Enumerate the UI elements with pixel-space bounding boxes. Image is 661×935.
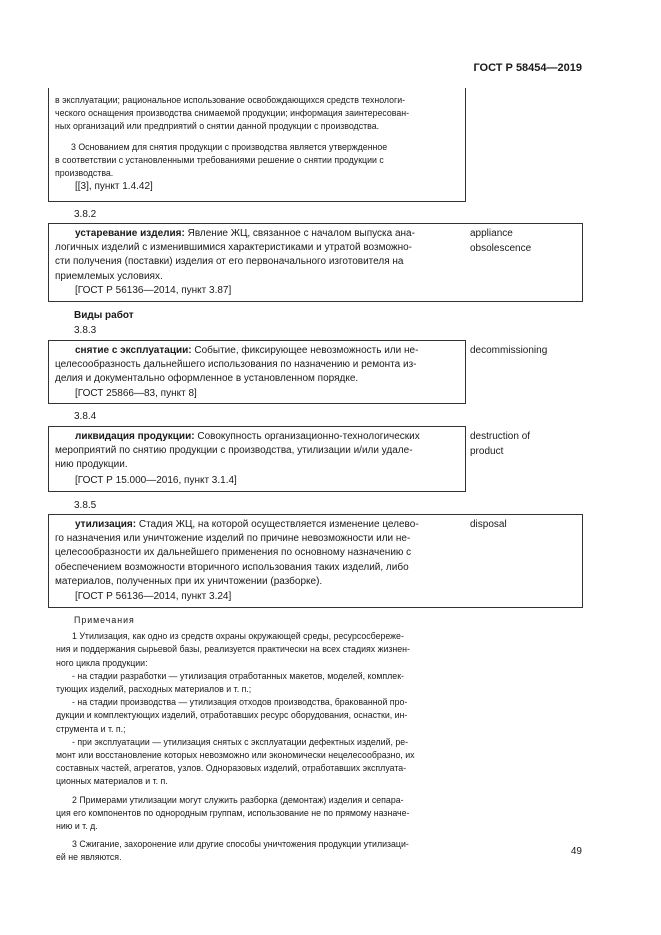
section-title: Виды работ [74, 310, 134, 321]
text-line: 1 Утилизация, как одно из средств охраны окружающей среды, ресурсосбереже- [72, 631, 404, 642]
term: устаревание изделия: [75, 228, 185, 239]
source-reference: [ГОСТ Р 56136—2014, пункт 3.24] [75, 591, 232, 602]
text-line: в эксплуатации; рациональное использование освобождающихся средств технологи- [55, 95, 406, 105]
page-number: 49 [570, 846, 582, 857]
entry-box-3-8-2 [48, 223, 583, 302]
term: утилизация: [75, 519, 137, 530]
entry-number: 3.8.3 [74, 325, 97, 336]
text-line: струмента и т. п.; [56, 723, 126, 734]
definition: Совокупность организационно-технологических [194, 431, 420, 442]
text-line: мероприятий по снятию продукции с производства, утилизации и/или удале- [55, 445, 413, 457]
entry-box-3-8-4 [48, 426, 466, 492]
entry-number: 3.8.4 [74, 411, 97, 422]
text-line: нию продукции. [55, 459, 128, 471]
text-line: 3 Сжигание, захоронение или другие способы уничтожения продукции утилизаци- [72, 839, 409, 850]
text-line: логичных изделий с изменившимися характеристиками и утратой возможно- [55, 242, 413, 254]
text-line: ния и поддержания сырьевой базы, реализуется практически на всех стадиях жизнен- [56, 644, 410, 655]
notes-block [56, 614, 460, 865]
text-line: производства. [55, 168, 114, 178]
text-line: дукции и комплектующих изделий, отработавших ресурс оборудования, оснастки, ин- [56, 710, 408, 721]
text-line: нию и т. д. [56, 821, 98, 832]
english-term: decommissioning [470, 345, 548, 356]
text-line: - на стадии разработки — утилизация отработанных макетов, моделей, комплек- [72, 670, 404, 681]
text-line: целесообразность дальнейшего использования по назначению и ремонта из- [55, 359, 417, 371]
text-line: сти получения (поставки) изделия от его первоначального изготовителя на [55, 256, 404, 268]
english-term: product [470, 445, 504, 457]
document-header: ГОСТ Р 58454—2019 [473, 62, 582, 74]
source-reference: [ГОСТ 25866—83, пункт 8] [75, 388, 197, 399]
entry-box-3-8-3 [48, 340, 466, 404]
term: снятие с эксплуатации: [75, 345, 192, 356]
text-line: составных частей, агрегатов, узлов. Одноразовых изделий, отработавших эксплуата- [56, 763, 407, 774]
english-term: destruction of [470, 431, 531, 442]
text-line: 2 Примерами утилизации могут служить разборка (демонтаж) изделия и сепара- [72, 794, 404, 805]
source-reference: [ГОСТ Р 56136—2014, пункт 3.87] [75, 285, 232, 296]
source-reference: [[3], пункт 1.4.42] [75, 181, 153, 192]
continued-entry-box [48, 88, 466, 202]
text-line: ного цикла продукции: [56, 657, 148, 668]
text-line: тующих изделий, расходных материалов и т. п.; [56, 684, 252, 695]
text-line: - при эксплуатации — утилизация снятых с эксплуатации дефектных изделий, ре- [72, 736, 409, 747]
text-line: ческого оснащения производства снимаемой продукции; информация заинтересован- [55, 108, 409, 118]
text-line: в соответствии с установленными требованиями решение о снятии продукции с [55, 155, 384, 165]
text-line: материалов, полученных при их уничтожении (разборке). [55, 575, 323, 587]
entry-number: 3.8.5 [74, 500, 97, 511]
text-line: целесообразности их дальнейшего применения по основному назначению с [55, 547, 412, 559]
text-line: монт или восстановление которых невозможно или экономически нецелесообразно, их [56, 750, 415, 761]
definition: Событие, фиксирующее невозможность или не- [191, 345, 419, 356]
english-term: disposal [470, 519, 507, 530]
text-line: ция его компонентов по однородным группам, использование не по прямому назначе- [56, 807, 410, 818]
text-line: ционных материалов и т. п. [56, 776, 168, 787]
text-line: делия и документально оформленное в установленном порядке. [55, 373, 359, 385]
english-term: obsolescence [470, 242, 532, 254]
text-line: обеспечением возможности вторичного использования таких изделий, либо [55, 561, 409, 573]
entry-number: 3.8.2 [74, 209, 97, 220]
text-line: ей не являются. [56, 852, 122, 863]
text-line: 3 Основанием для снятия продукции с производства является утвержденное [71, 142, 388, 152]
text-line: - на стадии производства — утилизация отходов производства, бракованной про- [72, 697, 408, 708]
definition: Явление ЖЦ, связанное с началом выпуска ана- [184, 228, 415, 239]
definition: Стадия ЖЦ, на которой осуществляется изменение целево- [136, 519, 419, 530]
english-term: appliance [470, 228, 513, 239]
term: ликвидация продукции: [75, 431, 195, 442]
source-reference: [ГОСТ Р 15.000—2016, пункт 3.1.4] [75, 475, 237, 486]
text-line: приемлемых условиях. [55, 270, 163, 282]
entry-box-3-8-5 [48, 514, 583, 608]
notes-heading: Примечания [74, 615, 135, 625]
text-line: го назначения или уничтожение изделий по причине невозможности или не- [55, 533, 411, 545]
text-line: ных организаций или предприятий о снятии данной продукции с производства. [55, 121, 380, 131]
